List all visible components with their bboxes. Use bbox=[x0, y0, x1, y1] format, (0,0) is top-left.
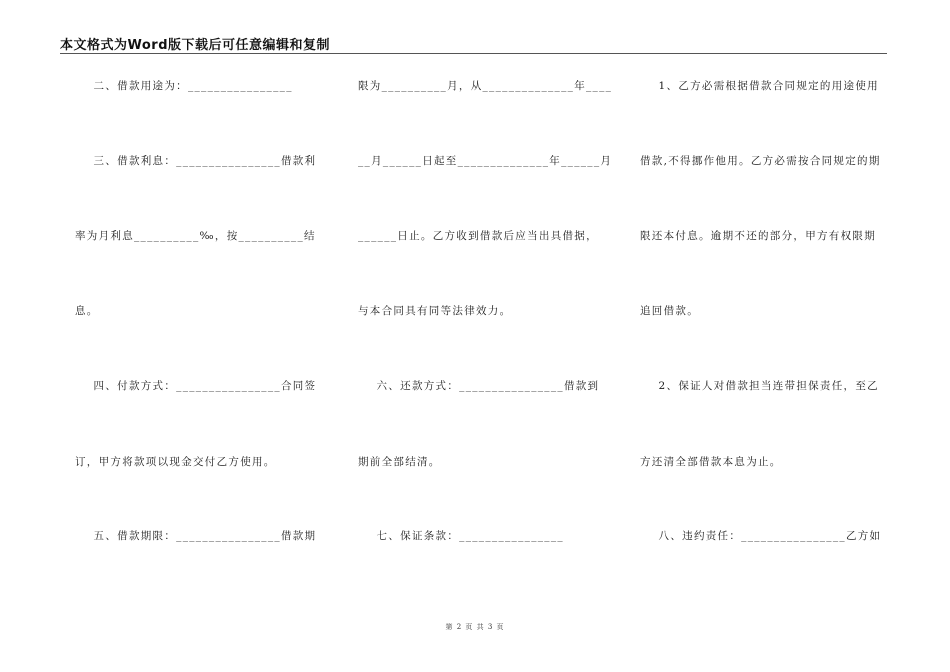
paragraph-line: 1、乙方必需根据借款合同规定的用途使用 bbox=[640, 80, 879, 92]
paragraph-line: 期前全部结清。 bbox=[358, 456, 441, 468]
paragraph-line: 限为__________月，从______________年____ bbox=[358, 80, 613, 92]
paragraph-line: 四、付款方式：________________合同签 bbox=[75, 380, 317, 392]
text-column-2 bbox=[358, 0, 613, 672]
paragraph-line: 八、违约责任：________________乙方如 bbox=[640, 530, 882, 542]
page-number-footer: 第 2 页 共 3 页 bbox=[445, 623, 505, 631]
paragraph-line: 息。 bbox=[75, 305, 99, 317]
document-header-title: 本文格式为Word版下载后可任意编辑和复制 bbox=[60, 38, 331, 53]
paragraph-line: ______日止。乙方收到借款后应当出具借据， bbox=[358, 230, 598, 242]
paragraph-line: 限还本付息。逾期不还的部分，甲方有权限期 bbox=[640, 230, 876, 242]
paragraph-line: 率为月利息__________‰，按__________结 bbox=[75, 230, 316, 242]
paragraph-line: __月______日起至______________年______月 bbox=[358, 155, 613, 167]
paragraph-line: 二、借款用途为：________________ bbox=[75, 80, 293, 92]
text-column-3 bbox=[640, 0, 890, 672]
paragraph-line: 三、借款利息：________________借款利 bbox=[75, 155, 317, 167]
paragraph-line: 追回借款。 bbox=[640, 305, 699, 317]
paragraph-line: 与本合同具有同等法律效力。 bbox=[358, 305, 512, 317]
paragraph-line: 七、保证条款：________________ bbox=[358, 530, 564, 542]
paragraph-line: 五、借款期限：________________借款期 bbox=[75, 530, 317, 542]
text-column-1 bbox=[75, 0, 325, 672]
paragraph-line: 借款,不得挪作他用。乙方必需按合同规定的期 bbox=[640, 155, 881, 167]
paragraph-line: 2、保证人对借款担当连带担保责任，至乙 bbox=[640, 380, 879, 392]
paragraph-line: 方还清全部借款本息为止。 bbox=[640, 456, 782, 468]
paragraph-line: 六、还款方式：________________借款到 bbox=[358, 380, 600, 392]
paragraph-line: 订，甲方将款项以现金交付乙方使用。 bbox=[75, 456, 276, 468]
